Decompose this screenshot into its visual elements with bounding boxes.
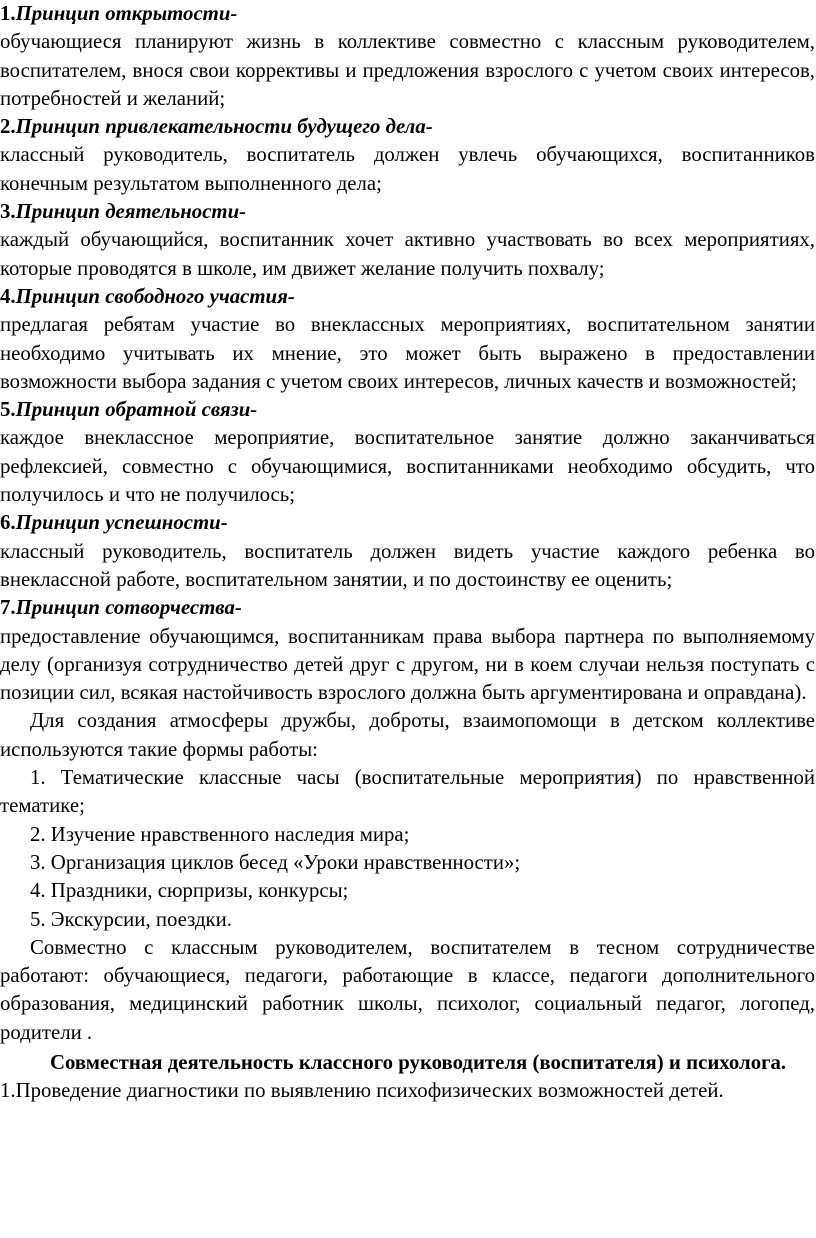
principle-1-text: обучающиеся планируют жизнь в коллективе совместно с классным руководителем, воспитателем, внося свои коррективы и предложения взрослого с учетом своих интересов, потребностей и желаний;	[0, 30, 815, 110]
principle-7-title: Принцип сотворчества-	[15, 596, 242, 620]
principle-2-text: классный руководитель, воспитатель должен увлечь обучающихся, воспитанников конечным результатом выполненного дела;	[0, 143, 815, 195]
section-item-1: 1.Проведение диагностики по выявлению психофизических возможностей детей.	[0, 1079, 724, 1103]
principle-6-number: 6.	[0, 511, 16, 535]
principle-3-text: каждый обучающийся, воспитанник хочет активно участвовать во всех мероприятиях, которые проводятся в школе, им движет желание получить похвалу;	[0, 228, 815, 280]
principle-3-title: Принцип деятельности-	[15, 200, 247, 224]
principle-3-number: 3.	[0, 200, 16, 224]
principle-5-title: Принцип обратной связи-	[15, 398, 258, 422]
principle-7-number: 7.	[0, 596, 16, 620]
principle-2-number: 2.	[0, 115, 16, 139]
principle-4-text: предлагая ребятам участие во внеклассных мероприятиях, воспитательном занятии необходимо учитывать их мнение, это может быть выражено в предоставлении возможности выбора задания с учетом своих интересов, личных качеств и возможностей;	[0, 313, 815, 393]
principle-7-heading	[0, 594, 815, 622]
principle-5-number: 5.	[0, 398, 16, 422]
form-item-4: 4. Праздники, сюрпризы, конкурсы;	[30, 879, 349, 903]
principle-1-heading	[0, 0, 815, 28]
principle-7-text: предоставление обучающимся, воспитанникам права выбора партнера по выполняемому делу (организуя сотрудничество детей друг с другом, ни в коем случаи нельзя поступать с позиции сил, всякая настойчивость взрослого должна быть аргументирована и оправдана).	[0, 624, 815, 705]
principle-2-title: Принцип привлекательности будущего дела-	[15, 115, 433, 139]
principle-1-number: 1.	[0, 2, 16, 25]
section-title: Совместная деятельность классного руководителя (воспитателя) и психолога.	[50, 1050, 787, 1074]
intro-paragraph: Для создания атмосферы дружбы, доброты, взаимопомощи в детском коллективе используются такие формы работы:	[0, 709, 815, 761]
form-item-5: 5. Экскурсии, поездки.	[30, 907, 232, 931]
principle-4-title: Принцип свободного участия-	[15, 284, 295, 308]
principle-5-heading	[0, 396, 815, 424]
principle-1-title: Принцип открытости-	[15, 2, 238, 25]
principle-6-heading	[0, 509, 815, 537]
form-item-3: 3. Организация циклов бесед «Уроки нравственности»;	[30, 850, 521, 874]
principle-5-text: каждое внеклассное мероприятие, воспитательное занятие должно заканчиваться рефлексией, совместно с обучающимися, воспитанниками необходимо обсудить, что получилось и что не получилось;	[0, 426, 815, 507]
principle-2-heading	[0, 113, 815, 141]
principle-4-heading	[0, 283, 815, 311]
form-item-1: 1. Тематические классные часы (воспитательные мероприятия) по нравственной тематике;	[0, 766, 815, 818]
principle-3-heading	[0, 198, 815, 226]
principle-6-text: классный руководитель, воспитатель должен видеть участие каждого ребенка во внеклассной работе, воспитательном занятии, и по достоинству ее оценить;	[0, 539, 815, 591]
form-item-2: 2. Изучение нравственного наследия мира;	[30, 822, 410, 846]
cooperation-paragraph: Совместно с классным руководителем, воспитателем в тесном сотрудничестве работают: обучающиеся, педагоги, работающие в классе, педагоги дополнительного образования, медицинский работник школы, психолог, социальный педагог, логопед, родители .	[0, 935, 815, 1044]
principle-6-title: Принцип успешности-	[15, 511, 228, 535]
principle-4-number: 4.	[0, 284, 16, 308]
